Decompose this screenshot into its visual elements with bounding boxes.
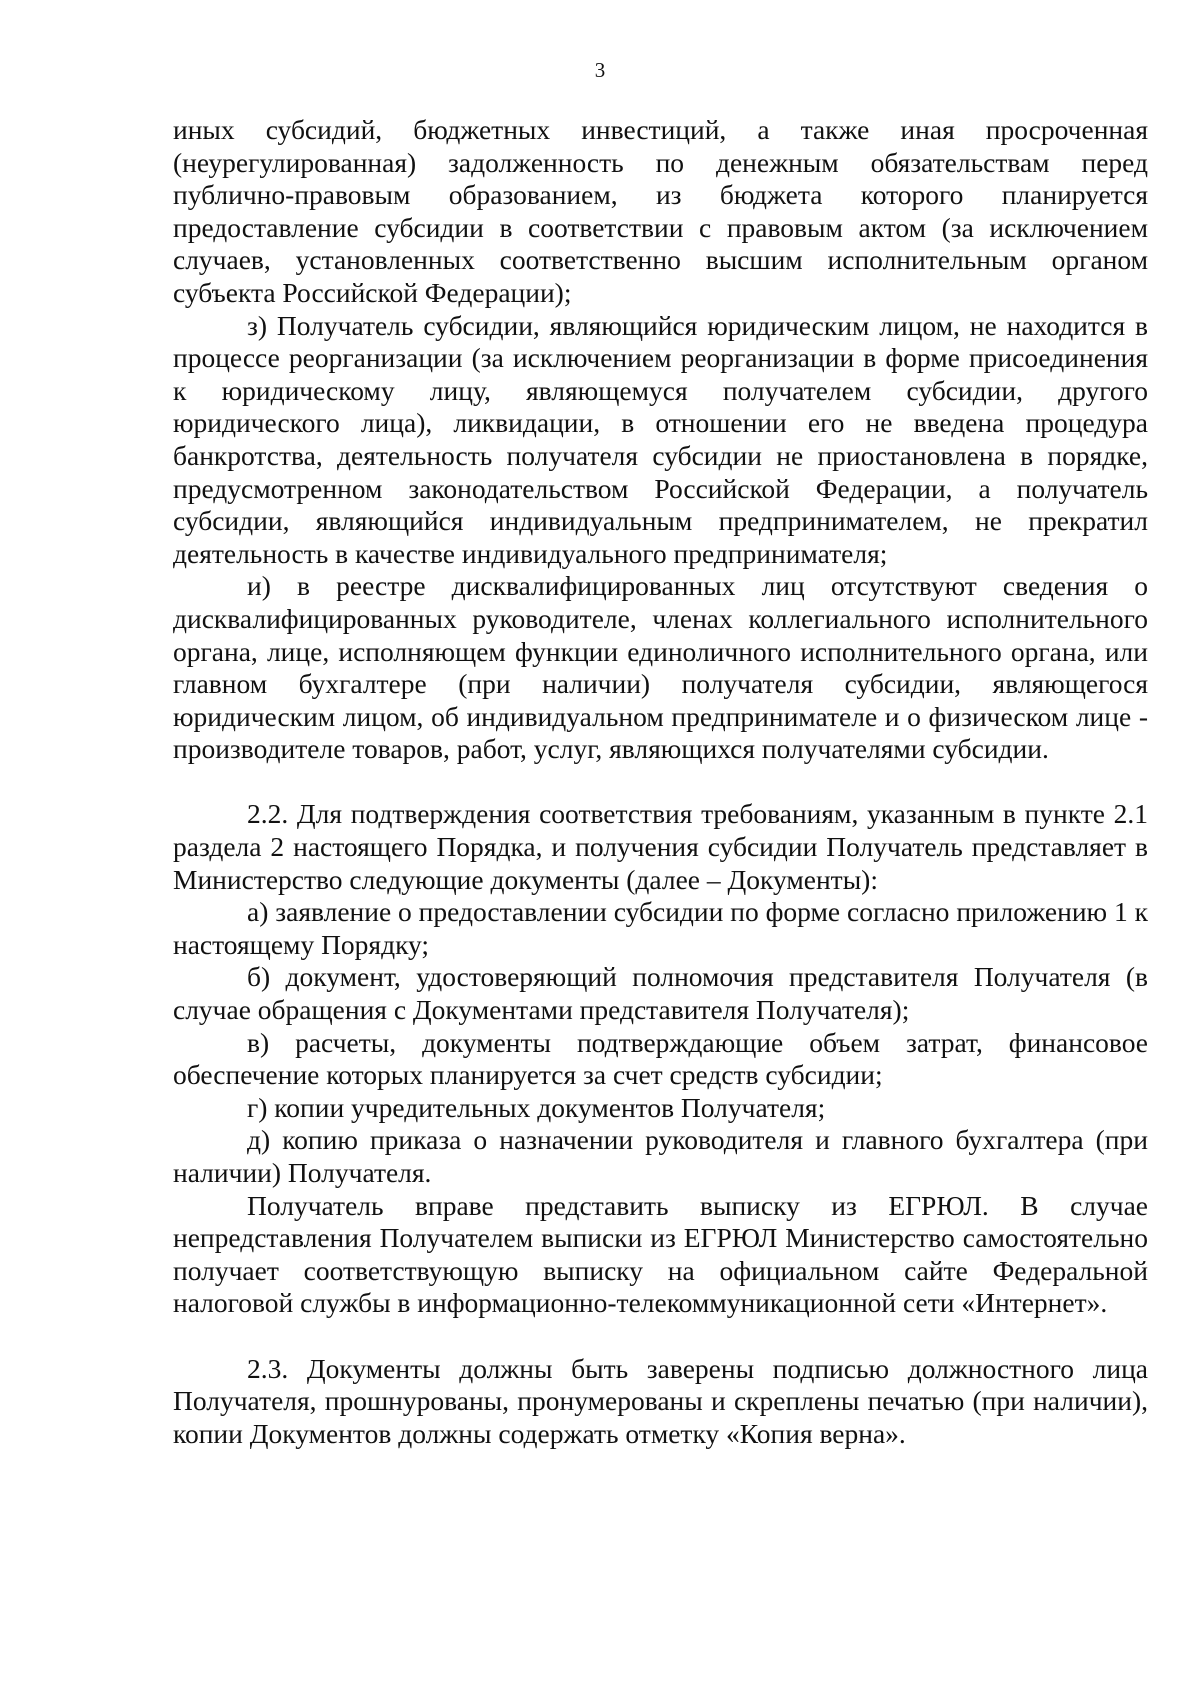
paragraph-continuation: иных субсидий, бюджетных инвестиций, а также иная просроченная (неурегулированная) задолженность по денежным обязательствам перед публично-правовым образованием, из бюджета которого планируется предоставление субсидии в соответствии с правовым актом (за исключением случаев, установленных соответственно высшим исполнительным органом субъекта Российской Федерации); <box>173 114 1148 308</box>
paragraph-item-d: д) копию приказа о назначении руководителя и главного бухгалтера (при наличии) Получателя. <box>173 1124 1148 1188</box>
page-number: 3 <box>594 58 606 82</box>
paragraph-item-a: а) заявление о предоставлении субсидии по форме согласно приложению 1 к настоящему Порядку; <box>173 896 1148 960</box>
paragraph-egrul-note: Получатель вправе представить выписку из ЕГРЮЛ. В случае непредставления Получателем выписки из ЕГРЮЛ Министерство самостоятельно получает соответствующую выписку на официальном сайте Федеральной налоговой службы в информационно-телекоммуникационной сети «Интернет». <box>173 1189 1148 1319</box>
document-body <box>173 114 1148 1450</box>
paragraph-item-b: б) документ, удостоверяющий полномочия представителя Получателя (в случае обращения с Документами представителя Получателя); <box>173 961 1148 1026</box>
paragraph-item-v: в) расчеты, документы подтверждающие объем затрат, финансовое обеспечение которых планируется за счет средств субсидии; <box>173 1026 1148 1091</box>
paragraph-section-2-3: 2.3. Документы должны быть заверены подписью должностного лица Получателя, прошнурованы, пронумерованы и скреплены печатью (при наличии), копии Документов должны содержать отметку «Копия верна». <box>173 1352 1148 1449</box>
paragraph-item-i: и) в реестре дисквалифицированных лиц отсутствуют сведения о дисквалифицированных руководителе, членах коллегиального исполнительного органа, лице, исполняющем функции единоличного исполнительного органа, или главном бухгалтере (при наличии) получателя субсидии, являющегося юридическим лицом, об индивидуальном предпринимателе и о физическом лице - производителе товаров, работ, услуг, являющихся получателями субсидии. <box>173 570 1148 765</box>
paragraph-item-g: г) копии учредительных документов Получателя; <box>247 1091 826 1123</box>
paragraph-item-z: з) Получатель субсидии, являющийся юридическим лицом, не находится в процессе реорганизации (за исключением реорганизации в форме присоединения к юридическому лицу, являющемуся получателем субсидии, другого юридического лица), ликвидации, в отношении его не введена процедура банкротства, деятельность получателя субсидии не приостановлена в порядке, предусмотренном законодательством Российской Федерации, а получатель субсидии, являющийся индивидуальным предпринимателем, не прекратил деятельность в качестве индивидуального предпринимателя; <box>173 309 1148 569</box>
paragraph-section-2-2: 2.2. Для подтверждения соответствия требованиям, указанным в пункте 2.1 раздела 2 настоящего Порядка, и получения субсидии Получатель представляет в Министерство следующие документы (далее – Документы): <box>173 798 1148 895</box>
